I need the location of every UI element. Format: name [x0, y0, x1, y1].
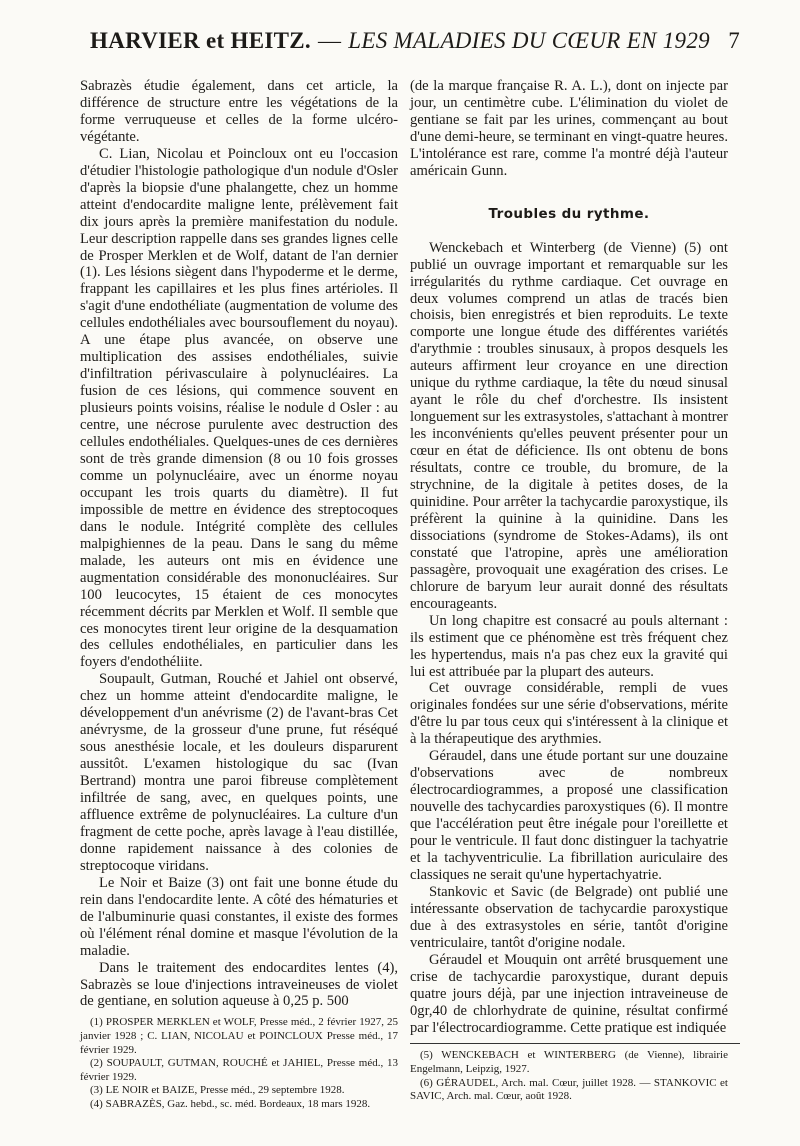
footnotes-right: [410, 1049, 728, 1103]
paragraph: Soupault, Gutman, Rouché et Jahiel ont observé, chez un homme atteint d'endocardite maligne, le développement d'un anévrisme (2) de l'avant-bras Cet anévrysme, de la grosseur d'une prune, fut réséqué sous anesthésie locale, et les douleurs disparurent aussitôt. L'examen histologique du sac (Ivan Bertrand) montra une paroi fibreuse complètement infiltrée de sang, avec, en quelques points, une affluence extrême de polynucléaires. La culture d'un fragment de cette poche, après lavage à l'eau distillée, donne rapidement naissance à des colonies de streptocoque viridans.: [80, 671, 398, 874]
header-title: LES MALADIES DU CŒUR EN 1929: [348, 28, 710, 53]
paragraph: Wenckebach et Winterberg (de Vienne) (5) ont publié un ouvrage important et remarquable sur les irrégularités du rythme cardiaque. Cet ouvrage en deux volumes comprend un atlas de tracés bien choisis, bien enregistrés et bien reproduits. Le texte comporte une longue étude des différentes variétés d'arythmie : troubles sinusaux, à propos desquels les auteurs affirment leur croyance en une direction unique du rythme cardiaque, la tête du nœud sinusal ayant le rôle du chef d'orchestre. Ils insistent longuement sur les extrasystoles, s'attachant à montrer les inconvénients qu'elles peuvent présenter pour un cœur en état de déficience. Ils ont obtenu de bons résultats, contre ce trouble, du bromure, de la strychnine, de la digitale à petites doses, de la quinidine. Pour arrêter la tachycardie paroxystique, ils préfèrent la quinine à la quinidine. Dans les dissociations (syndrome de Stokes-Adams), ils ont constaté que l'atropine, après une amélioration passagère, provoquait une exagération des crises. Le chlorure de baryum leur aurait donné des résultats encourageants.: [410, 239, 728, 612]
footnotes-left: [80, 1016, 398, 1111]
right-column: [410, 78, 728, 1104]
paragraph: Le Noir et Baize (3) ont fait une bonne étude du rein dans l'endocardite lente. A côté des hématuries et de l'albuminurie quasi constantes, il existe des formes où l'élément rénal domine et masque l'évolution de la maladie.: [80, 874, 398, 959]
paragraph: Sabrazès étudie également, dans cet article, la différence de structure entre les végétations de la forme verruqueuse et celles de la forme ulcéro-végétante.: [80, 78, 398, 145]
paragraph: Dans le traitement des endocardites lentes (4), Sabrazès se loue d'injections intraveineuses de violet de gentiane, en solution aqueuse à 0,25 p. 500: [80, 959, 398, 1010]
footnote: (3) LE NOIR et BAIZE, Presse méd., 29 septembre 1928.: [90, 1084, 345, 1097]
page-number: 7: [728, 28, 740, 53]
section-title: Troubles du rythme.: [488, 205, 650, 222]
paragraph: Géraudel et Mouquin ont arrêté brusquement une crise de tachycardie paroxystique, durant depuis quatre jours déjà, par une injection intraveineuse de 0gr,40 de chlorhydrate de quinine, résultat confirmé par l'électrocardiogramme. Cette pratique est indiquée: [410, 951, 728, 1036]
footnote: (6) GÉRAUDEL, Arch. mal. Cœur, juillet 1928. — STANKOVIC et SAVIC, Arch. mal. Cœur, août 1928.: [410, 1076, 728, 1103]
left-column: [80, 78, 398, 1112]
footnote: (4) SABRAZÈS, Gaz. hebd., sc. méd. Bordeaux, 18 mars 1928.: [90, 1097, 371, 1110]
paragraph: (de la marque française R. A. L.), dont on injecte par jour, un centimètre cube. L'élimination du violet de gentiane se fait par les urines, commençant au bout d'une demi-heure, se terminant en vingt-quatre heures. L'intolérance est rare, comme l'a montré déjà l'auteur américain Gunn.: [410, 78, 728, 179]
paragraph: Un long chapitre est consacré au pouls alternant : ils estiment que ce phénomène est très fréquent chez les hypertendus, mais n'a pas chez eux la gravité qui lui est attribuée par la plupart des auteurs.: [410, 612, 728, 680]
header-authors: HARVIER et HEITZ.: [90, 28, 311, 53]
footnote: (5) WENCKEBACH et WINTERBERG (de Vienne), librairie Engelmann, Leipzig, 1927.: [410, 1049, 728, 1076]
footnote-rule: [410, 1043, 740, 1044]
footnote: (2) SOUPAULT, GUTMAN, ROUCHÉ et JAHIEL, Presse méd., 13 février 1929.: [80, 1057, 398, 1083]
header-separator: —: [317, 28, 342, 53]
paragraph: Géraudel, dans une étude portant sur une douzaine d'observations avec de nombreux électrocardiogrammes, a proposé une classification nouvelle des tachycardies paroxystiques (6). Il montre que l'accélération peut être inégale pour l'oreillette et pour le ventricule. Il faut donc distinguer la tachyatrie et la tachyventriculie. La fibrillation auriculaire des classiques ne serait qu'une hypertachyatrie.: [410, 748, 728, 883]
paragraph: Cet ouvrage considérable, rempli de vues originales fondées sur une série d'observations, mérite d'être lu par tous ceux qui s'intéressent à la clinique et à la thérapeutique des arythmies.: [410, 680, 728, 748]
paragraph: C. Lian, Nicolau et Poincloux ont eu l'occasion d'étudier l'histologie pathologique d'un nodule d'Osler d'après la biopsie d'une phalangette, chez un homme atteint d'endocardite maligne lente, prélèvement fait dix jours après la première manifestation du nodule. Leur description rappelle dans ses grandes lignes celle de Prosper Merklen et de Wolf, datant de l'an dernier (1). Les lésions siègent dans l'hypoderme et le derme, frappant les capillaires et les plus fines artérioles. Il s'agit d'une endothéliate (augmentation de volume des cellules endothéliales avec boursouflement du noyau). A une étape plus avancée, on observe une multiplication des assises endothéliales, suivie d'infiltration périvasculaire à polynucléaires. La fusion de ces lésions, qui commence souvent en plusieurs points voisins, réalise le nodule d Osler : au centre, une nécrose purulente avec destruction des cellules endothéliales. Quelques-unes de ces dernières sont de très grande dimension (8 ou 10 fois grosses comme un polynucléaire, avec un énorme noyau occupant les trois quarts du diamètre). Il fut impossible de mettre en évidence des streptocoques dans le nodule. Intégrité complète des cellules malpighiennes de la peau. Dans le sang du même malade, les auteurs ont mis en évidence une augmentation considérable des mononucléaires. Sur 100 leucocytes, 15 étaient de ces monocytes récemment décrits par Merklen et Wolf. Il semble que ces monocytes tirent leur origine de la desquamation des cellules endothéliales, en particulier dans les foyers d'endothéliite.: [80, 145, 398, 671]
footnote: (1) PROSPER MERKLEN et WOLF, Presse méd., 2 février 1927, 25 janvier 1928 ; C. LIAN, NICOLAU et POINCLOUX Presse méd., 17 février 1929.: [80, 1016, 398, 1056]
running-head: [60, 28, 740, 68]
paragraph: Stankovic et Savic (de Belgrade) ont publié une intéressante observation de tachycardie paroxystique due à des extrasystoles en série, tantôt d'origine ventriculaire, tantôt d'origine nodale.: [410, 883, 728, 951]
